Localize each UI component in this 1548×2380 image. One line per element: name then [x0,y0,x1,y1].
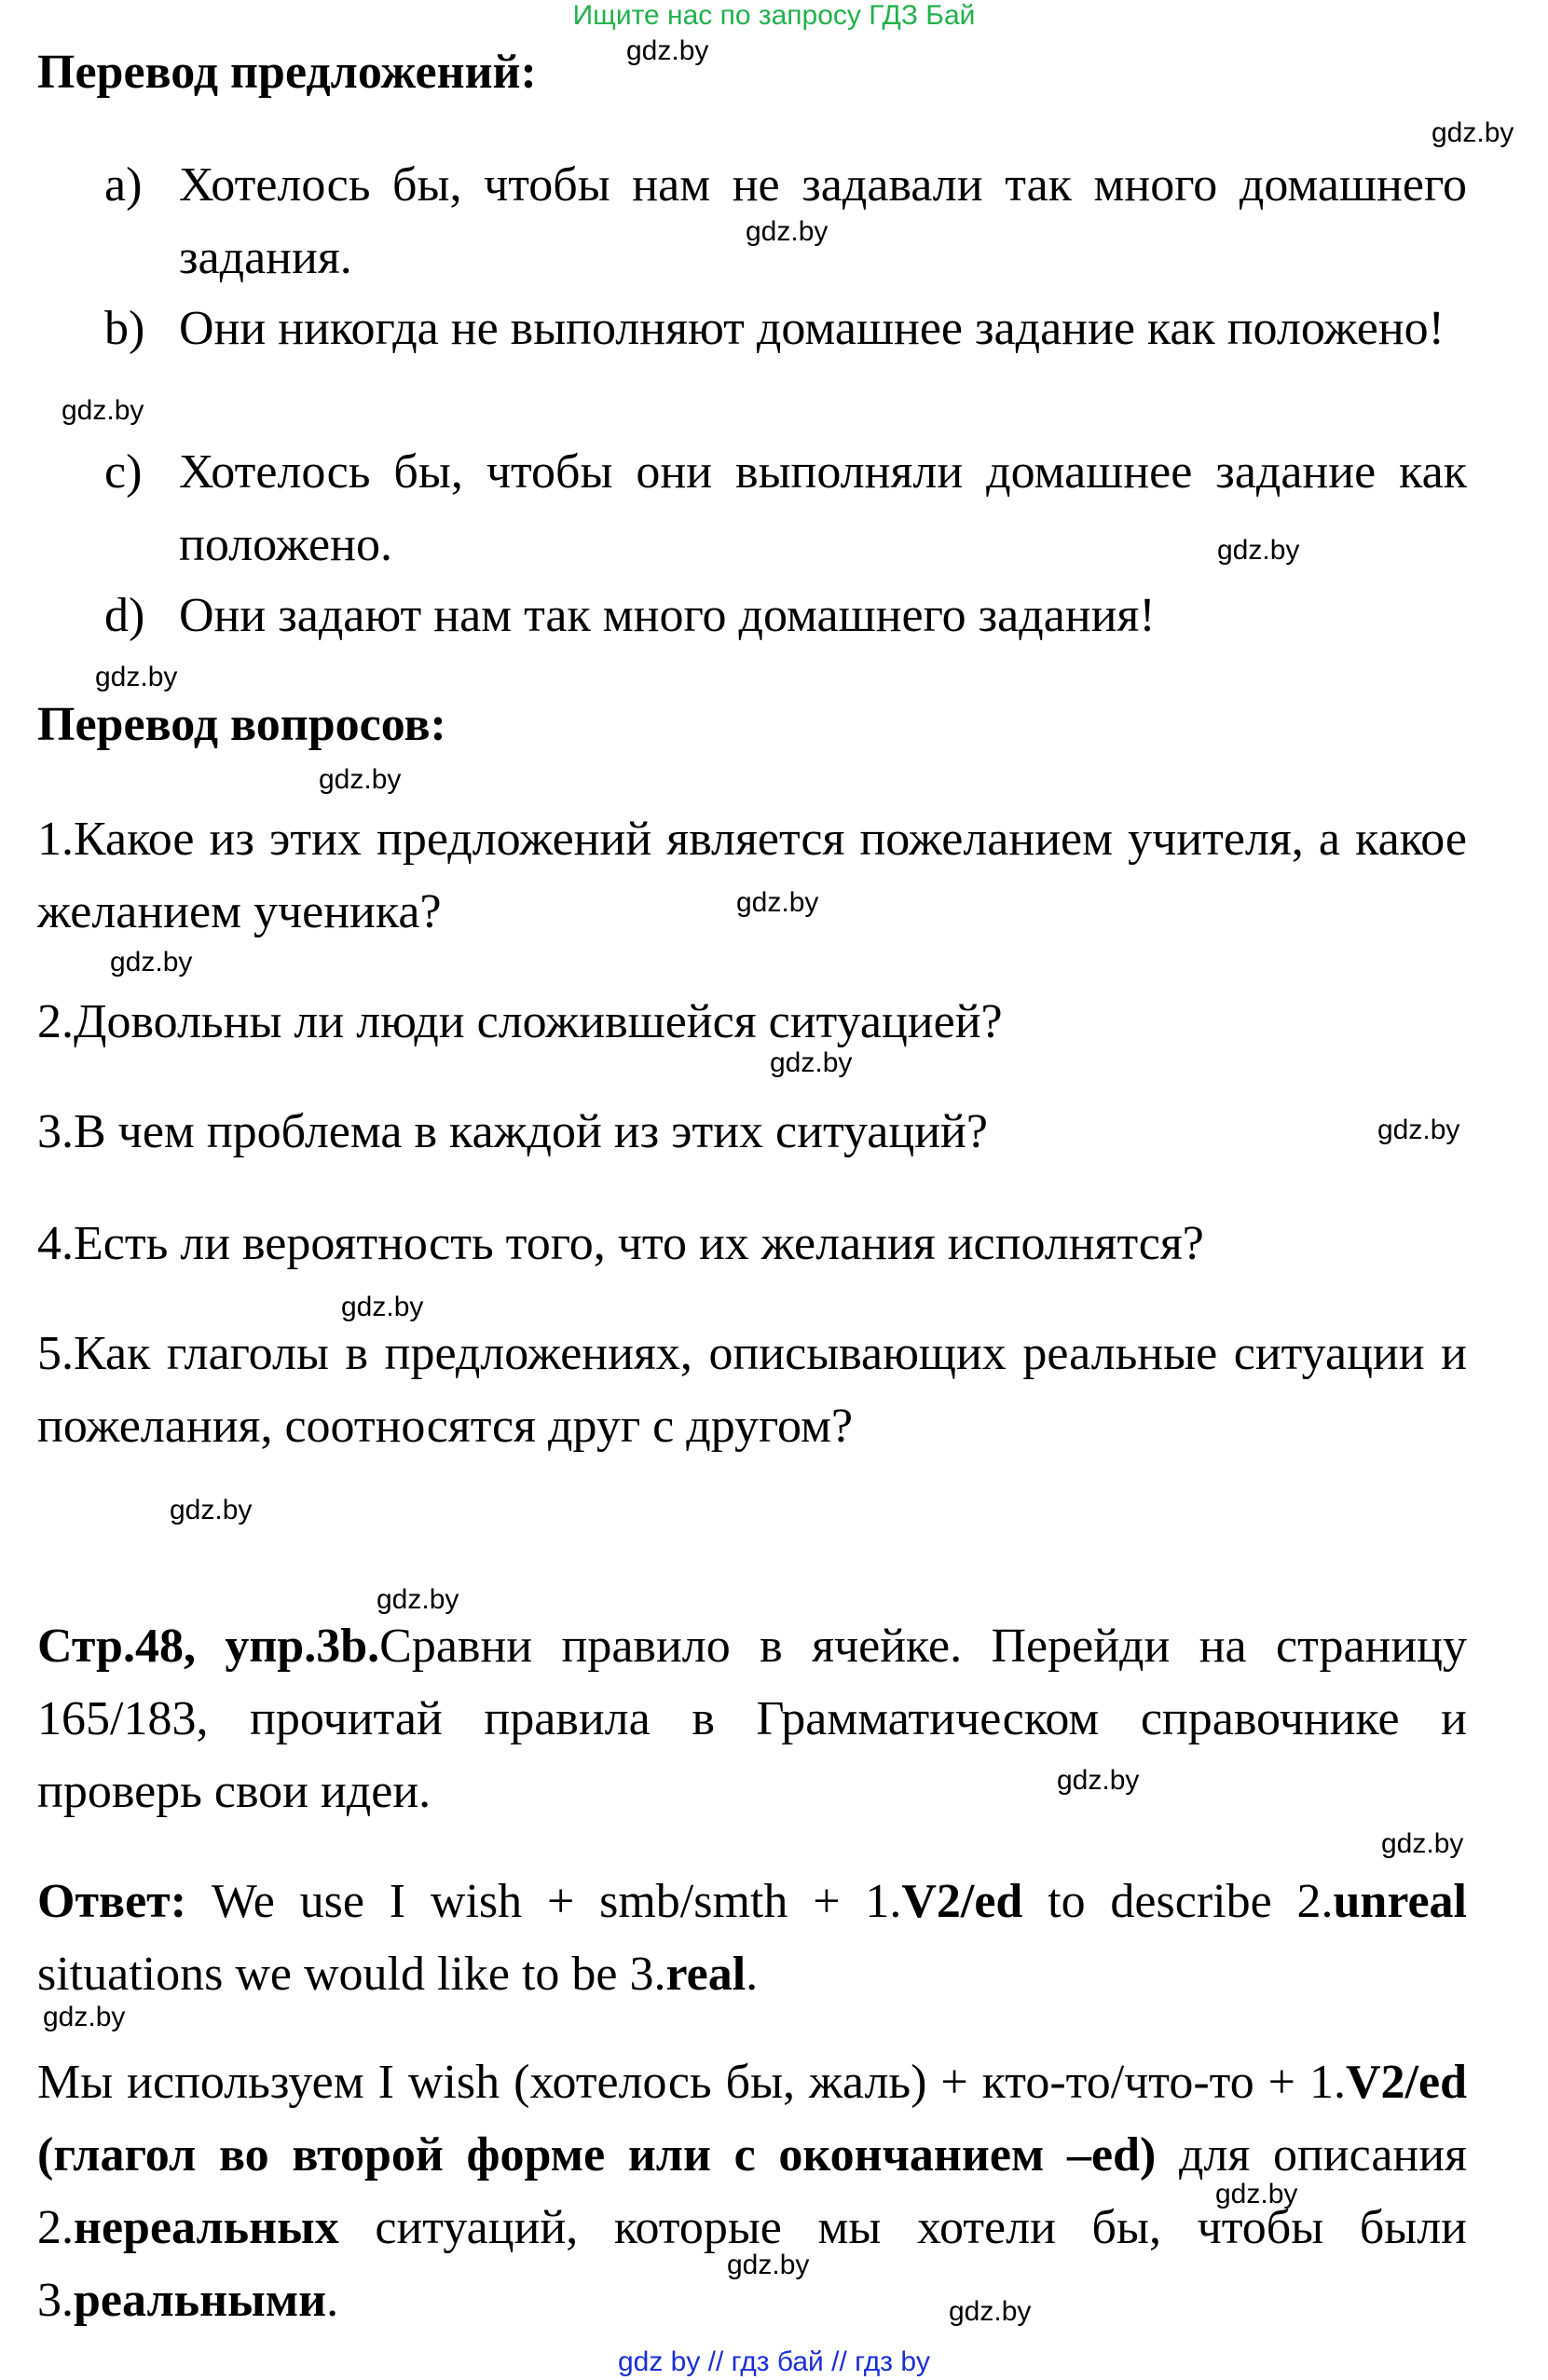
questions-heading: Перевод вопросов: [37,698,446,751]
sentence-text: Хотелось бы, чтобы нам не задавали так много домашнего задания. [179,158,1467,284]
sentence-text: Они задают нам так много домашнего задания! [179,589,1156,642]
watermark: gdz.by [170,1495,253,1525]
answer-text: We use I wish + smb/smth + 1. [186,1875,902,1928]
watermark: gdz.by [1377,1115,1460,1145]
watermark: gdz.by [110,947,193,978]
exercise-paragraph [37,1610,1467,1828]
answer-bold-term: V2/ed [901,1875,1023,1928]
answer-bold-term: real [665,1948,747,2001]
sentence-label: d) [104,589,145,642]
translation-bold-term: V2/ed (глагол во второй форме или с окончанием –ed) [37,2056,1467,2182]
answer-label: Ответ: [37,1875,187,1928]
answer-text: to describe 2. [1022,1875,1334,1928]
question-item: 4.Есть ли вероятность того, что их желания исполнятся? [37,1217,1204,1270]
answer-bold-term: unreal [1333,1875,1468,1928]
translation-text: ситуаций, которые мы хотели бы, чтобы были 3. [37,2201,1467,2327]
watermark: gdz.by [341,1292,424,1322]
bottom-banner[interactable]: gdz by // гдз бай // гдз by [617,2346,931,2377]
watermark: gdz.by [62,395,144,426]
watermark: gdz.by [746,216,829,247]
watermark: gdz.by [95,662,178,692]
question-item: 2.Довольны ли люди сложившейся ситуацией? [37,995,1003,1048]
question-item: 1.Какое из этих предложений является пожеланием учителя, а какое желанием ученика? [37,813,1467,938]
answer-text: situations we would like to be 3. [37,1948,666,2001]
sentence-label: a) [104,158,143,212]
answer-text: . [746,1948,759,2001]
exercise-text: Сравни правило в ячейке. Перейди на страницу 165/183, прочитай правила в Грамматическом справочнике и проверь свои идеи. [37,1620,1468,1818]
watermark: gdz.by [626,35,709,66]
watermark: gdz.by [377,1584,459,1615]
sentence-label: b) [104,302,145,355]
question-item: 5.Как глаголы в предложениях, описывающих реальные ситуации и пожелания, соотносятся друг с другом? [37,1327,1467,1453]
translation-bold-term: реальными [74,2274,327,2327]
watermark: gdz.by [770,1047,853,1078]
sentences-heading: Перевод предложений: [37,46,537,99]
translation-text: . [326,2274,339,2327]
answer-paragraph [37,1866,1467,2011]
watermark: gdz.by [949,2296,1032,2327]
sentence-label: c) [104,445,143,499]
watermark: gdz.by [1215,2179,1298,2209]
watermark: gdz.by [1381,1828,1464,1859]
watermark: gdz.by [43,2002,126,2032]
watermark: gdz.by [1057,1765,1140,1796]
watermark: gdz.by [727,2250,810,2280]
question-item: 3.В чем проблема в каждой из этих ситуаций? [37,1105,988,1158]
sentence-text: Они никогда не выполняют домашнее задание как положено! [179,302,1445,355]
watermark: gdz.by [1432,117,1514,148]
translation-bold-term: нереальных [74,2201,339,2254]
watermark: gdz.by [319,764,402,795]
exercise-reference: Стр.48, упр.3b. [37,1620,380,1673]
sentence-text: Хотелось бы, чтобы они выполняли домашнее задание как положено. [179,445,1467,571]
watermark: gdz.by [1217,535,1300,566]
translation-text: Мы используем I wish (хотелось бы, жаль) + кто-то/что-то + 1. [37,2056,1346,2109]
watermark: gdz.by [736,887,819,918]
top-search-banner[interactable]: Ищите нас по запросу ГДЗ Бай [572,0,976,31]
translation-text: для описания 2. [37,2128,1468,2254]
